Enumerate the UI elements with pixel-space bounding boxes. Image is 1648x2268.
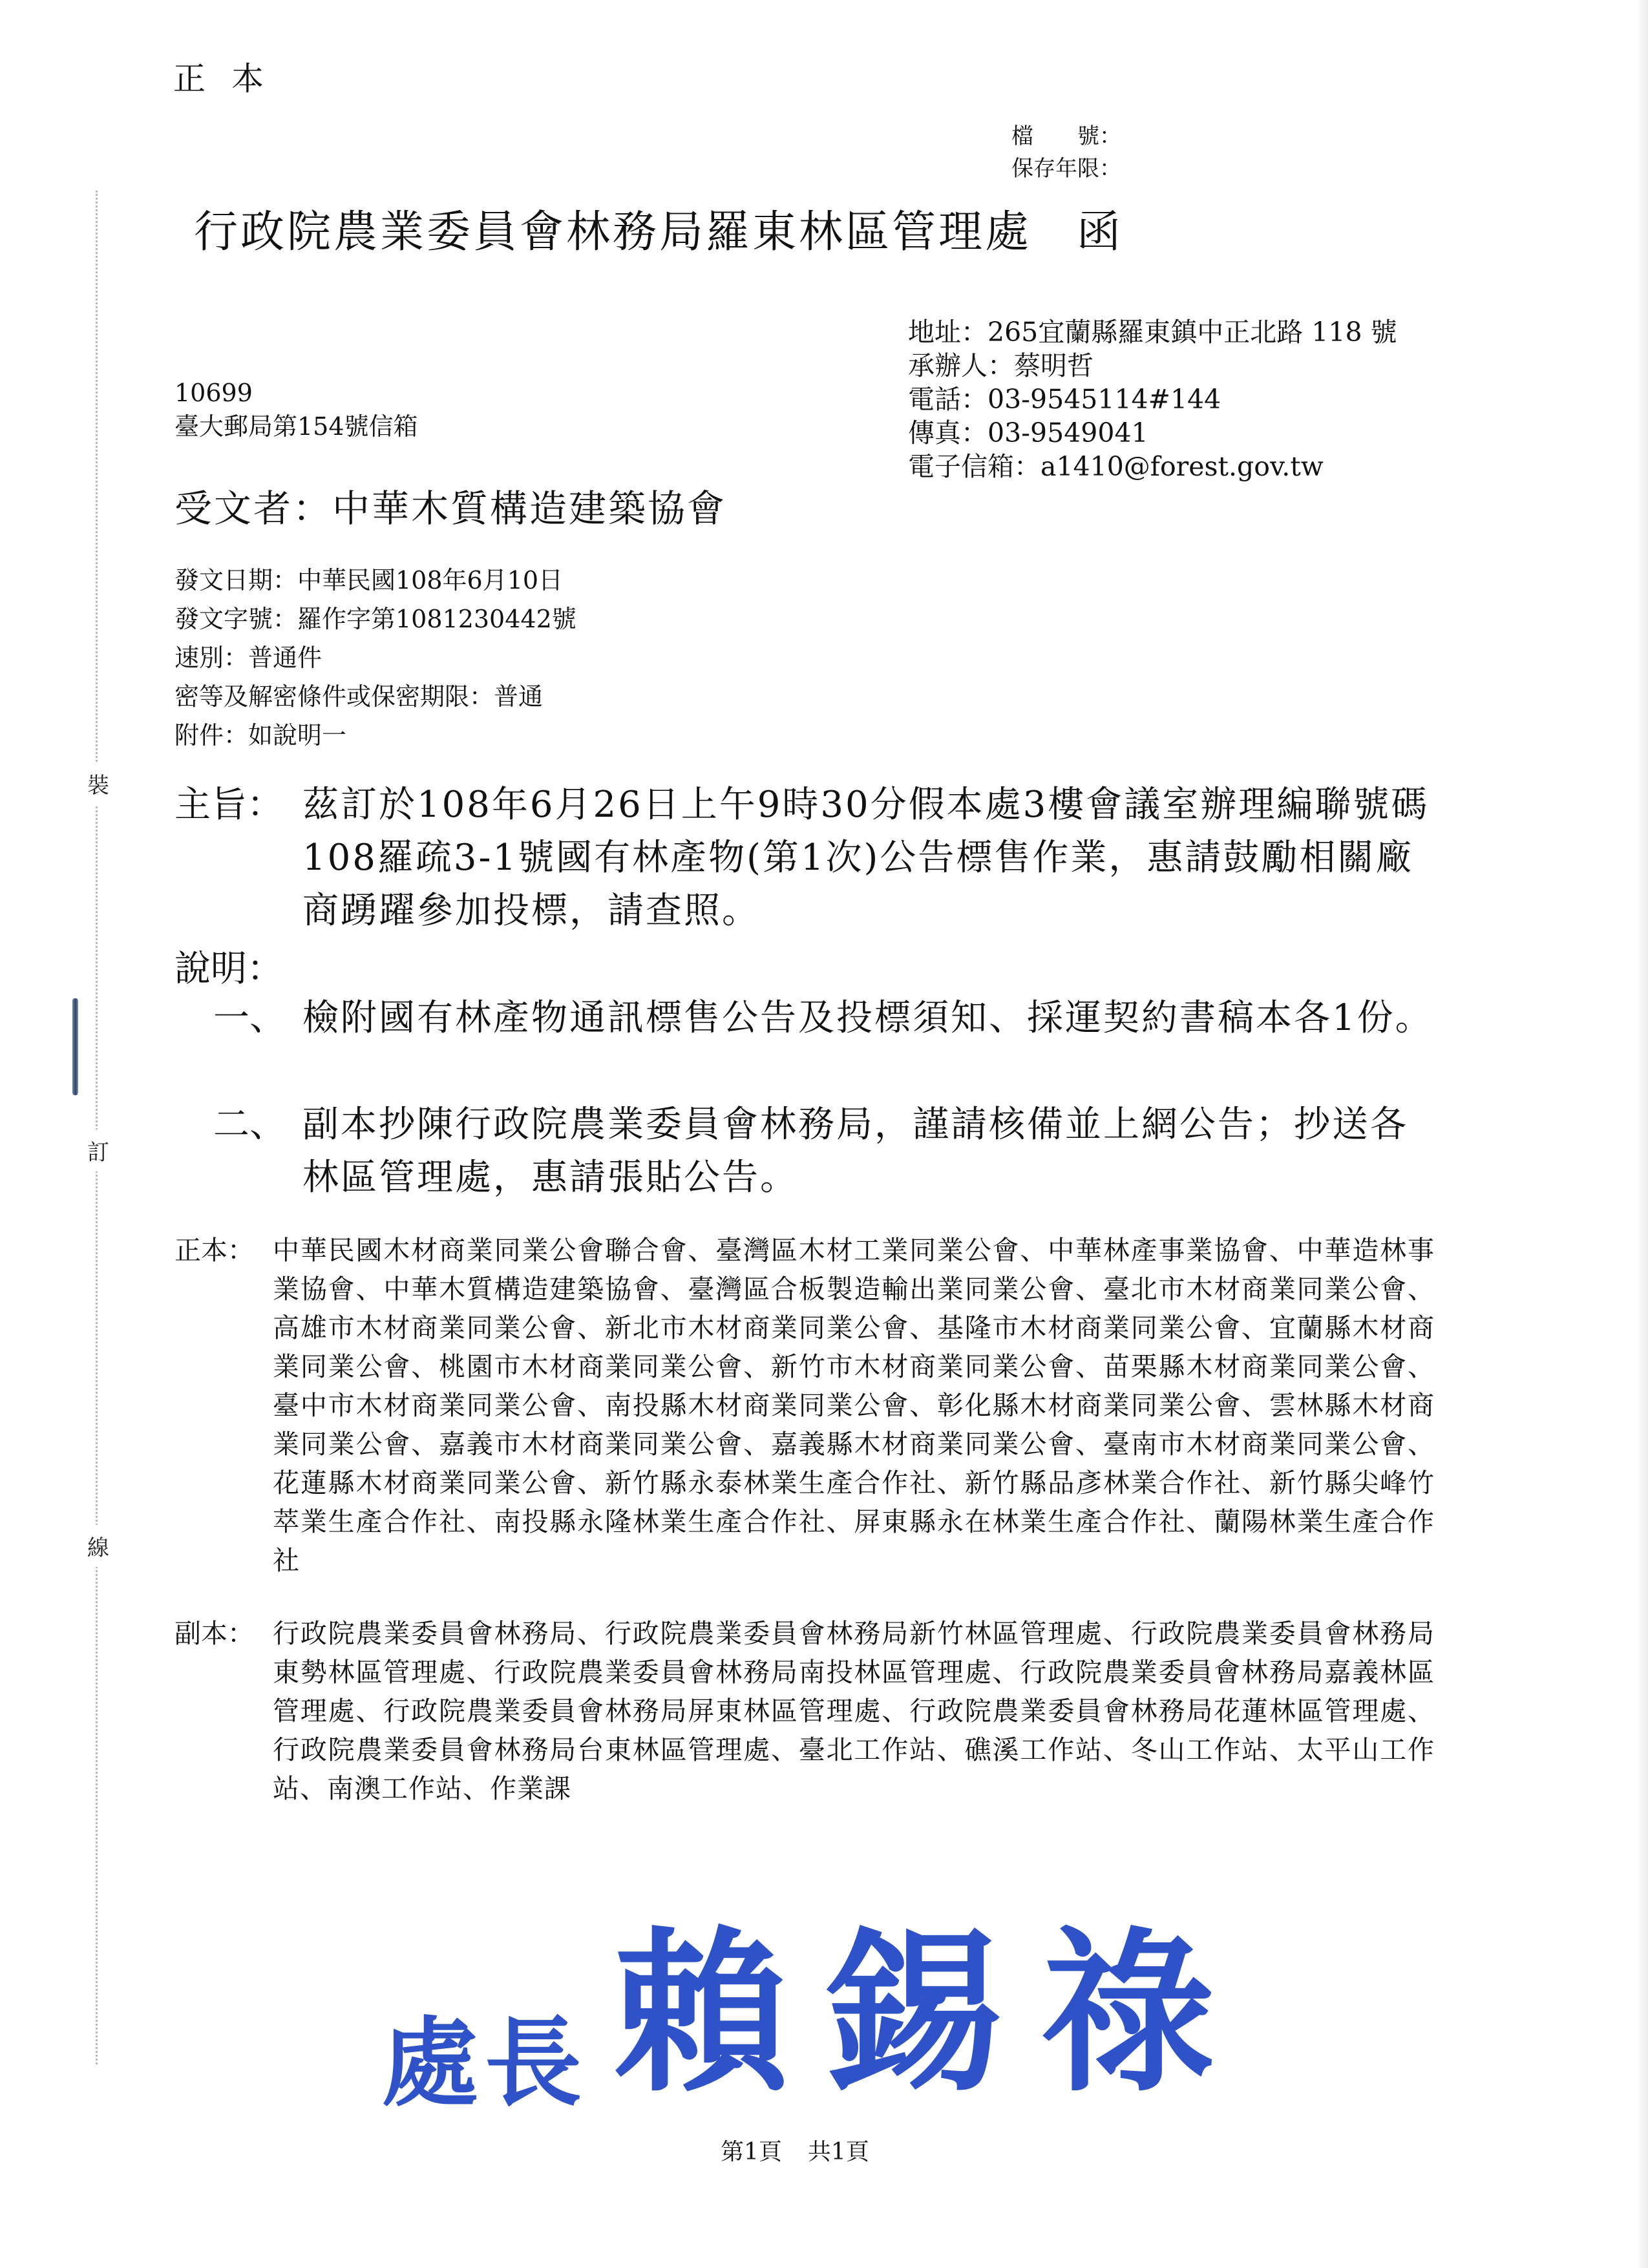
description-label: 說明：	[174, 948, 283, 990]
attachment: 附件：如說明一	[174, 721, 347, 750]
copy-type: 正本	[173, 60, 290, 98]
subject-text: 茲訂於108年6月26日上午9時30分假本處3樓會議室辦理編聯號碼108羅疏3-1號國有林產物(第1次)公告標售作業，惠請鼓勵相關廠商踴躍參加投標，請查照。	[302, 784, 1430, 932]
recipient: 受文者：中華木質構造建築協會	[174, 487, 727, 530]
copy-recipients-label: 副本：	[174, 1618, 254, 1649]
postal-block	[174, 376, 418, 443]
page-footer	[721, 2134, 869, 2167]
secrecy-level: 密等及解密條件或保密期限：普通	[174, 682, 544, 711]
description-item-text: 副本抄陳行政院農業委員會林務局，謹請核備並上網公告；抄送各林區管理處，惠請張貼公告。	[302, 1104, 1408, 1199]
issue-number: 發文字號：羅作字第1081230442號	[174, 605, 576, 633]
retention-label: 保存年限：	[1011, 156, 1121, 182]
contact-block	[908, 315, 1397, 483]
page-total: 共1頁	[807, 2139, 869, 2165]
handler: 承辦人：蔡明哲	[908, 350, 1093, 381]
binding-line	[96, 191, 98, 2064]
meta-block	[174, 561, 576, 755]
phone: 電話：03-9545114#144	[908, 384, 1221, 415]
binding-mark-ding: 訂	[85, 1129, 111, 1171]
copy-recipients-text: 行政院農業委員會林務局、行政院農業委員會林務局新竹林區管理處、行政院農業委員會林務局東勢林區管理處、行政院農業委員會林務局南投林區管理處、行政院農業委員會林務局嘉義林區管理處、行政院農業委員會林務局屏東林區管理處、行政院農業委員會林務局花蓮林區管理處、行政院農業委員會林務局台東林區管理處、臺北工作站、礁溪工作站、冬山工作站、太平山工作站、南澳工作站、作業課	[273, 1618, 1435, 1804]
issue-date: 發文日期：中華民國108年6月10日	[174, 566, 564, 594]
signature-title: 處長	[381, 2006, 589, 2120]
description-item-number: 二、	[213, 1104, 286, 1146]
issuing-agency: 行政院農業委員會林務局羅東林區管理處	[194, 207, 1032, 258]
document-title	[194, 197, 1344, 260]
official-seal-signature	[381, 1874, 1254, 2125]
subject	[174, 779, 1435, 938]
description-item-number: 一、	[213, 997, 286, 1039]
description-item-text: 檢附國有林產物通訊標售公告及投標須知、採運契約書稿本各1份。	[302, 997, 1433, 1039]
postal-box: 臺大郵局第154號信箱	[174, 412, 418, 441]
original-recipients	[174, 1231, 1435, 1580]
page-edge-shadow	[1636, 0, 1648, 2268]
email: 電子信箱：a1410@forest.gov.tw	[908, 451, 1324, 482]
file-number-label: 檔 號：	[1011, 123, 1121, 149]
file-info	[1011, 120, 1121, 185]
document-type: 函	[1077, 207, 1124, 258]
page-number: 第1頁	[721, 2139, 782, 2165]
description-item	[213, 992, 1435, 1045]
address: 地址：265宜蘭縣羅東鎮中正北路 118 號	[908, 317, 1397, 348]
speed-class: 速別：普通件	[174, 644, 322, 672]
binding-mark-xian: 線	[85, 1525, 111, 1567]
scan-artifact	[72, 998, 78, 1095]
original-recipients-text: 中華民國木材商業同業公會聯合會、臺灣區木材工業同業公會、中華林產事業協會、中華造林事業協會、中華木質構造建築協會、臺灣區合板製造輸出業同業公會、臺北市木材商業同業公會、高雄市木材商業同業公會、新北市木材商業同業公會、基隆市木材商業同業公會、宜蘭縣木材商業同業公會、桃園市木材商業同業公會、新竹市木材商業同業公會、苗栗縣木材商業同業公會、臺中市木材商業同業公會、南投縣木材商業同業公會、彰化縣木材商業同業公會、雲林縣木材商業同業公會、嘉義市木材商業同業公會、嘉義縣木材商業同業公會、臺南市木材商業同業公會、花蓮縣木材商業同業公會、新竹縣永泰林業生產合作社、新竹縣品彥林業合作社、新竹縣尖峰竹萃業生產合作社、南投縣永隆林業生產合作社、屏東縣永在林業生產合作社、蘭陽林業生產合作社	[273, 1235, 1435, 1576]
binding-mark-zhuang: 裝	[85, 762, 111, 804]
signature-name: 賴錫祿	[614, 1910, 1254, 2116]
subject-label: 主旨：	[174, 784, 283, 826]
copy-recipients	[174, 1614, 1435, 1808]
description-item	[213, 1098, 1435, 1204]
postal-code: 10699	[174, 379, 253, 407]
fax: 傳真：03-9549041	[908, 417, 1148, 448]
original-recipients-label: 正本：	[174, 1235, 254, 1266]
